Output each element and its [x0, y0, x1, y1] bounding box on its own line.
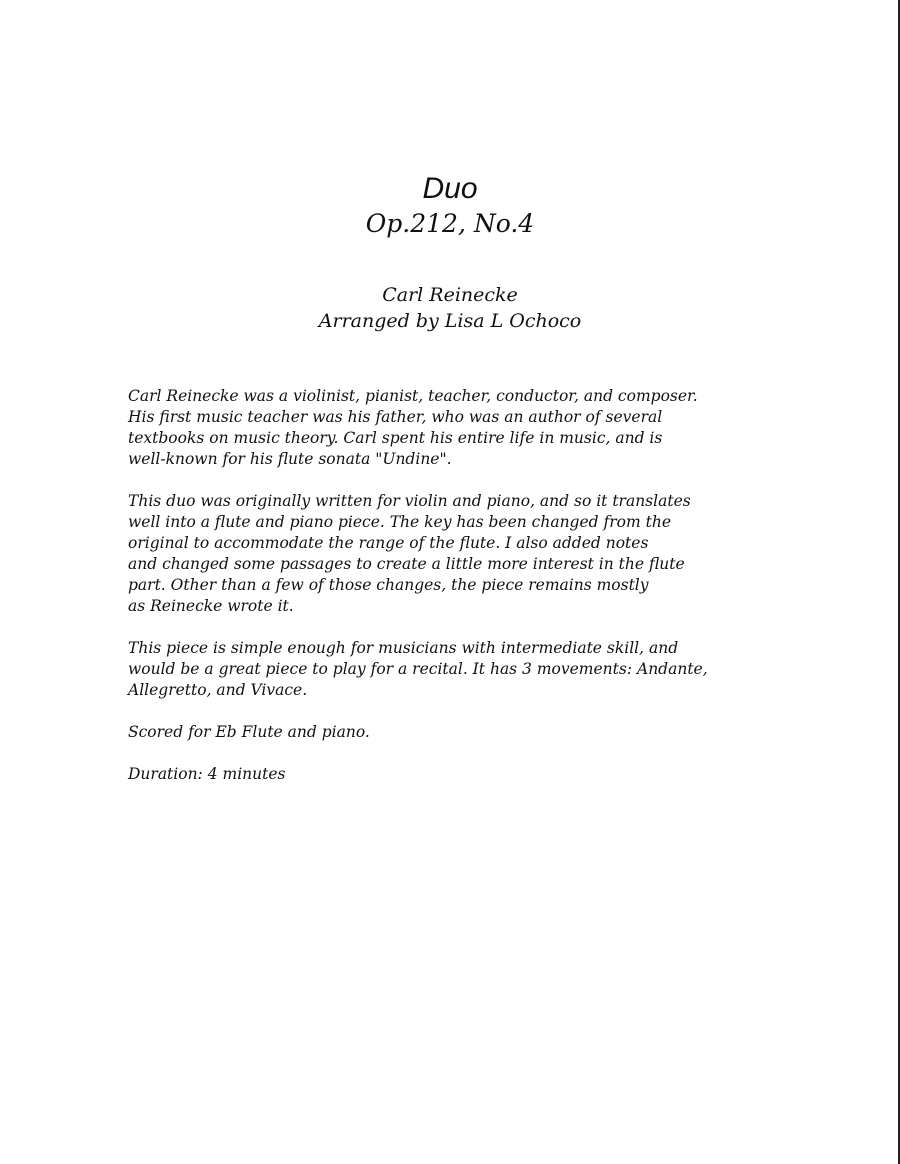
text-line: original to accommodate the range of the flute. I also added notes [128, 534, 649, 552]
text-line: Duration: 4 minutes [128, 765, 286, 783]
text-line: and changed some passages to create a little more interest in the flute [128, 555, 685, 573]
composer-name: Carl Reinecke [382, 284, 518, 306]
opus-number: Op.212, No.4 [365, 209, 535, 238]
text-line: would be a great piece to play for a recital. It has 3 movements: Andante, [128, 660, 708, 678]
text-line: part. Other than a few of those changes, the piece remains mostly [128, 576, 649, 594]
arranger-credit: Arranged by Lisa L Ochoco [318, 310, 582, 332]
text-line: Allegretto, and Vivace. [128, 681, 308, 699]
paragraph-difficulty [128, 638, 788, 701]
text-line: His first music teacher was his father, who was an author of several [128, 408, 663, 426]
text-line: This duo was originally written for violin and piano, and so it translates [128, 492, 691, 510]
text-line: textbooks on music theory. Carl spent his entire life in music, and is [128, 429, 663, 447]
paragraph-duration [128, 764, 788, 785]
text-line: well-known for his flute sonata "Undine". [128, 450, 452, 468]
paragraph-scoring [128, 722, 788, 743]
program-notes [128, 386, 788, 806]
text-line: as Reinecke wrote it. [128, 597, 294, 615]
paragraph-biography [128, 386, 788, 470]
text-line: This piece is simple enough for musicians with intermediate skill, and [128, 639, 679, 657]
paragraph-arrangement [128, 491, 788, 617]
page-title: Duo [422, 172, 478, 205]
text-line: Carl Reinecke was a violinist, pianist, teacher, conductor, and composer. [128, 387, 698, 405]
text-line: Scored for Eb Flute and piano. [128, 723, 370, 741]
text-line: well into a flute and piano piece. The key has been changed from the [128, 513, 671, 531]
